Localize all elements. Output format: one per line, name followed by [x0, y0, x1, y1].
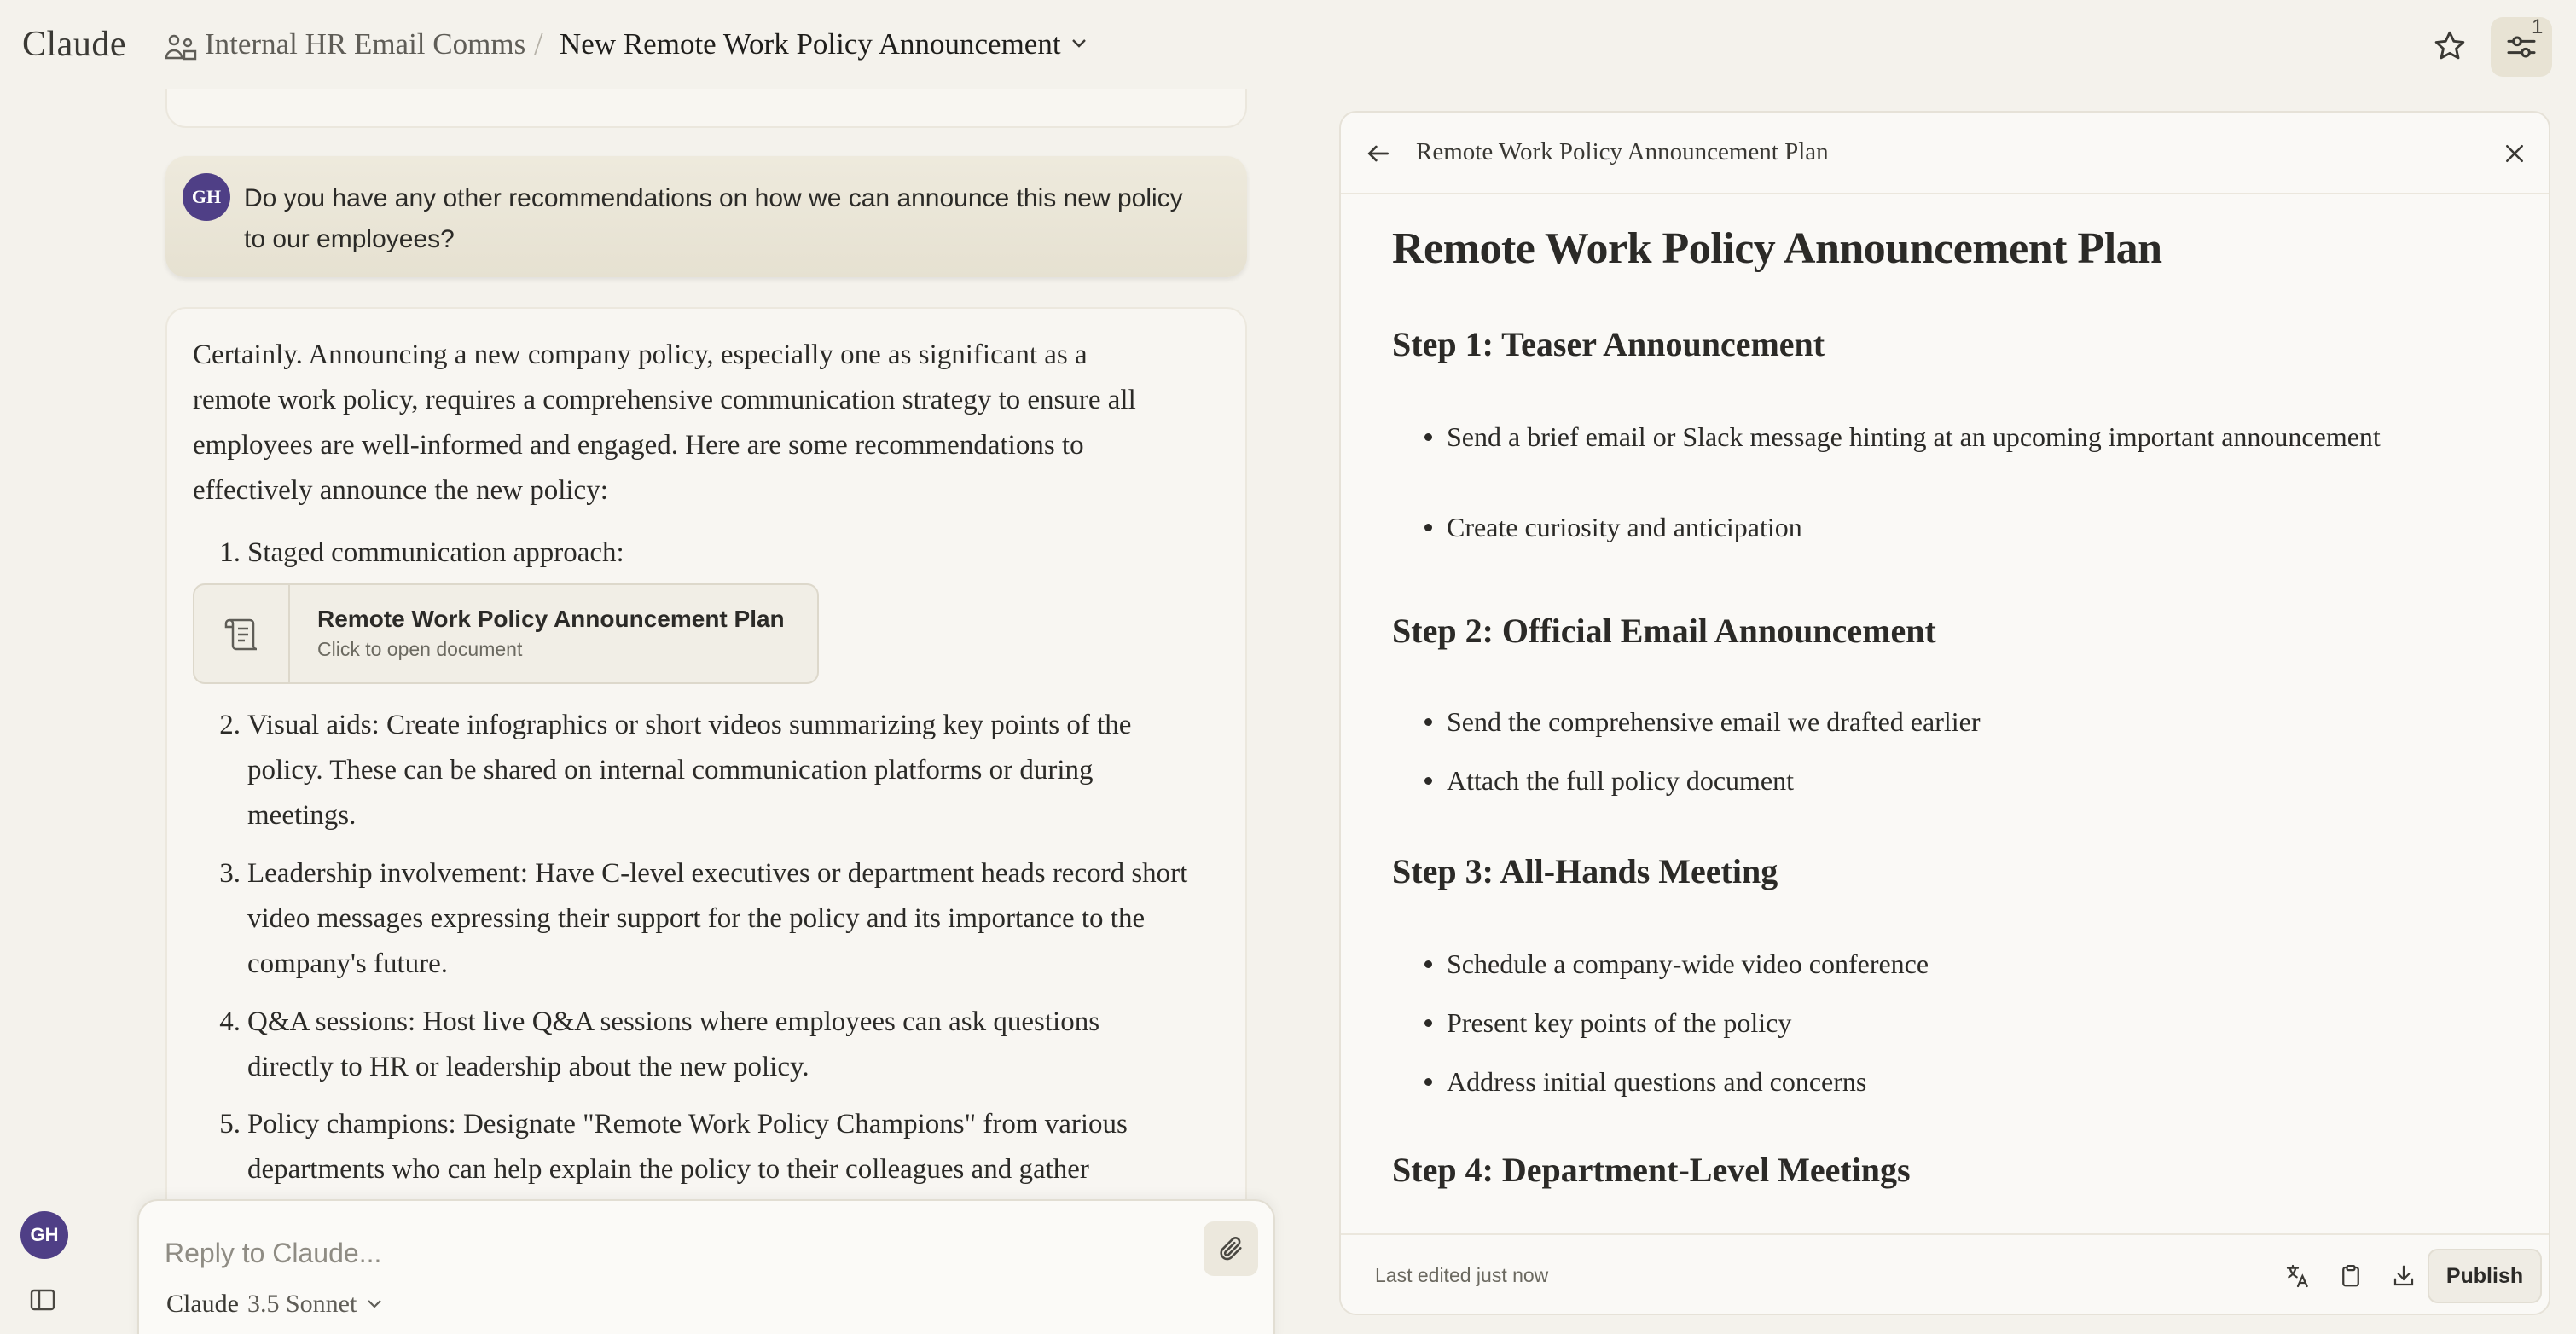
sidebar-toggle-icon[interactable] — [29, 1288, 56, 1312]
artifact-header-title: Remote Work Policy Announcement Plan — [1416, 138, 1829, 165]
clipboard-icon — [2338, 1263, 2364, 1289]
close-button[interactable] — [2499, 138, 2530, 169]
back-button[interactable] — [1363, 138, 1394, 169]
user-avatar: GH — [183, 173, 230, 221]
user-message-bubble — [165, 156, 1247, 277]
list-item-number: 5. — [219, 1109, 241, 1140]
project-icon — [164, 32, 198, 61]
bullet-item: Attach the full policy document — [1447, 758, 2385, 803]
list-item — [193, 703, 1191, 838]
list-item — [193, 531, 1191, 576]
attach-button[interactable] — [1204, 1221, 1258, 1276]
translate-button[interactable] — [2283, 1261, 2313, 1291]
section-heading: Step 4: Department-Level Meetings — [1392, 1151, 1911, 1189]
breadcrumb-project[interactable]: Internal HR Email Comms — [205, 27, 526, 61]
list-item-text: Q&A sessions: Host live Q&A sessions where employees can ask questions directly to HR or leadership about the new policy. — [247, 1006, 1100, 1082]
publish-button[interactable]: Publish — [2428, 1249, 2542, 1303]
list-item-number: 4. — [219, 1006, 241, 1037]
bullet-item: Schedule a company-wide video conference — [1447, 942, 2385, 987]
arrow-left-icon — [1365, 140, 1392, 167]
reply-composer — [137, 1199, 1275, 1334]
artifact-document — [1341, 194, 2550, 1315]
artifact-panel — [1339, 111, 2550, 1315]
section-heading: Step 1: Teaser Announcement — [1392, 325, 1825, 363]
scroll-document-icon — [221, 613, 262, 654]
list-item-text: Policy champions: Designate "Remote Work Policy Champions" from various departments who can help explain the policy to their colleagues and gather — [247, 1109, 1128, 1185]
chat-title[interactable]: New Remote Work Policy Announcement — [560, 27, 1061, 61]
download-button[interactable] — [2388, 1261, 2419, 1291]
document-icon-box — [194, 585, 290, 682]
app-logo[interactable]: Claude — [22, 25, 126, 64]
artifact-header — [1341, 113, 2550, 194]
list-item-number: 2. — [219, 710, 241, 740]
assistant-message — [165, 307, 1247, 1334]
bullet-item: Create curiosity and anticipation — [1447, 505, 2385, 550]
copy-button[interactable] — [2335, 1261, 2366, 1291]
model-version: 3.5 Sonnet — [247, 1290, 357, 1318]
chevron-down-icon — [365, 1297, 384, 1311]
list-item — [193, 1000, 1191, 1090]
bullet-item: Send a brief email or Slack message hinting at an upcoming important announcement — [1447, 415, 2385, 460]
close-icon — [2502, 141, 2527, 166]
document-card-title: Remote Work Policy Announcement Plan — [317, 606, 785, 632]
list-item-number: 1. — [219, 537, 241, 568]
account-avatar[interactable]: GH — [20, 1211, 68, 1259]
artifact-footer — [1341, 1233, 2550, 1315]
document-title: Remote Work Policy Announcement Plan — [1392, 224, 2162, 273]
top-bar — [0, 0, 2576, 94]
star-icon — [2433, 29, 2467, 63]
section-heading: Step 2: Official Email Announcement — [1392, 612, 1936, 650]
download-icon — [2391, 1263, 2416, 1289]
model-name: Claude — [166, 1290, 239, 1318]
assistant-intro-text: Certainly. Announcing a new company policy, especially one as significant as a remote work policy, requires a comprehensive communication strategy to ensure all employees are well-informed and engaged. Here are some recommendations to effectively announce the new policy: — [193, 339, 1136, 506]
bullet-item: Send the comprehensive email we drafted earlier — [1447, 699, 2385, 745]
settings-badge-count: 1 — [2532, 15, 2544, 38]
model-selector[interactable] — [166, 1290, 384, 1319]
last-edited-status: Last edited just now — [1375, 1264, 1549, 1286]
list-item-number: 3. — [219, 858, 241, 889]
star-button[interactable] — [2431, 27, 2469, 65]
list-item — [193, 851, 1191, 987]
breadcrumb-separator: / — [534, 26, 543, 62]
list-item-text: Staged communication approach: — [247, 537, 624, 568]
user-message-text: Do you have any other recommendations on how we can announce this new policy to our employees? — [244, 184, 1183, 253]
section-heading: Step 3: All-Hands Meeting — [1392, 852, 1778, 890]
bullet-item: Address initial questions and concerns — [1447, 1059, 2385, 1105]
list-item-text: Visual aids: Create infographics or short videos summarizing key points of the policy. These can be shared on internal communication platforms or during meetings. — [247, 710, 1132, 831]
reply-input[interactable] — [165, 1232, 1171, 1274]
translate-icon — [2284, 1262, 2312, 1290]
artifact-document-card[interactable] — [193, 583, 819, 684]
list-item-text: Leadership involvement: Have C-level executives or department heads record short video messages expressing their support for the policy and its importance to the company's future. — [247, 858, 1188, 979]
document-card-subtitle: Click to open document — [317, 638, 523, 660]
bullet-item: Present key points of the policy — [1447, 1000, 2385, 1046]
chevron-down-icon[interactable] — [1070, 36, 1088, 51]
paperclip-icon — [1216, 1234, 1245, 1263]
